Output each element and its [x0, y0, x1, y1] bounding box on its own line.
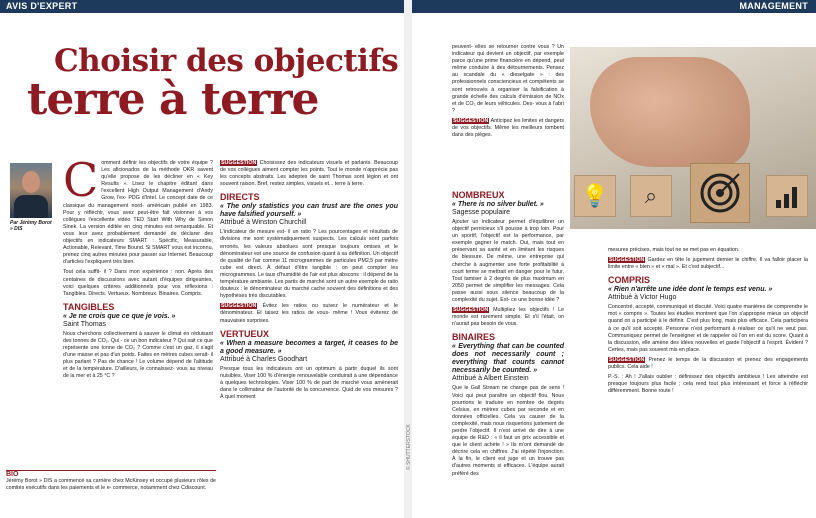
heading-vertueux: VERTUEUX — [220, 328, 270, 339]
quote-compris: « Rien n'arrête une idée dont le temps est venu. » — [608, 286, 773, 294]
section-tag: AVIS D'EXPERT — [6, 1, 78, 11]
cube-bulb — [574, 175, 616, 217]
cube-target — [690, 163, 750, 223]
heading-binaires: BINAIRES — [452, 332, 496, 343]
quote-vertueux: « When a measure becomes a target, it ceases to be a good measure. » — [220, 339, 398, 355]
attrib-tangibles: Saint Thomas — [63, 320, 107, 328]
text-col3-top: peuvent- elles se retourner contre vous ? Un indicateur qui devient un objectif, par exemple parce qu'une prime financière en dépend, peut même conduire à des détournements. Pensez au scandale du « dieselgate » : des professionnels consciencieux et compétents se sont retrouvés à organiser la falsification à grande échelle des calculs d'émission de NOx et de CO₂ de leurs véhicules. Des- vous à l'abri ? — [452, 44, 564, 114]
bio-text: Jérémy Borot » DIS a commencé sa carrière chez McKinsey et occupé plusieurs rôles de comités exécutifs dans les paiements et le e- commerce, notamment chez Cdiscount. — [6, 478, 216, 492]
drop-cap: C — [63, 153, 99, 207]
heading-compris: COMPRIS — [608, 275, 651, 286]
cube-chart — [766, 175, 808, 217]
bulb-icon: 💡 — [581, 183, 609, 208]
author-photo — [10, 163, 52, 218]
quote-nombreux: « There is no silver bullet. » — [452, 201, 544, 208]
intro-paragraph-2: Tout cela suffit- il ? Dans mon expérience : non. Après des centaines de discussions avec autant d'équipes dirigeantes, voici quelques critères additionnels pour vos réflexions : Tangibles. Directs. Vertueux. Nombreux. Binaires. Compris. — [63, 269, 213, 297]
bio-box — [6, 470, 216, 515]
suggestion-5: SUGGESTION Gardez en tête le jugement dernier le chiffre. Il va falloir placer la limite entre « bien » et « mal ». Et c'est subjectif... — [608, 257, 808, 271]
quote-directs: « The only statistics you can trust are the ones you have falsified yourself. » — [220, 203, 398, 219]
attrib-directs: Attribué à Winston Churchill — [220, 219, 307, 227]
hero-image — [570, 47, 816, 229]
suggestion-label: SUGGESTION — [609, 356, 645, 363]
attrib-binaires: Attribué à Albert Einstein — [452, 375, 529, 383]
bio-label: BIO — [6, 471, 19, 478]
attrib-vertueux: Attribué à Charles Goodhart — [220, 355, 308, 363]
quote-binaires: « Everything that can be counted does not necessarily count ; everything that counts cannot necessarily be counted. » — [452, 343, 564, 375]
suggestion-4: SUGGESTION Multipliez les objectifs ! Le monde est rarement simple. Et s'il l'était, on n'aurait pas besoin de vous. — [452, 307, 564, 328]
article-title-line2: terre à terre — [27, 74, 319, 125]
suggestion-label: SUGGESTION — [453, 117, 489, 124]
text-vertueux: Presque tous les indicateurs ont un optimum à partir duquel ils sont nuisibles. Viser 100 % d'énergie renouvelable conduirait à une dépendance à quelques technologies. Viser 100 % de part de marché vous amènerait dans le collimateur de l'autorité de la concurrence. Quid de vos mesures ? À quel moment — [220, 365, 398, 400]
hand-shape — [590, 57, 750, 167]
column-4 — [608, 247, 808, 398]
section-banner-left — [0, 0, 404, 13]
target-icon — [691, 164, 749, 222]
bar-chart-icon — [767, 176, 807, 216]
quote-tangibles: « Je ne crois que ce que je vois. » — [63, 312, 176, 320]
suggestion-label: SUGGESTION — [221, 303, 257, 310]
author-body — [14, 195, 48, 218]
attrib-compris: Attribué à Victor Hugo — [608, 294, 677, 302]
postscript: P.-S. : Ah ! J'allais oublier : définissez des objectifs ambitieux ! Les atteindre est presque toujours plus facile ; cela rend tout plus intéressant et force à réfléchir différemment. Bonne route ! — [608, 374, 808, 395]
column-3 — [452, 44, 564, 142]
column-3-lower — [452, 186, 564, 481]
text-tangibles: Nous cherchons collectivement à sauver le climat en réduisant des tonnes de CO₂. Qui - ce un bon indicateur ? Qui sait ce que représente une tonne de CO₂ ? Comme c'est un gaz, il s'agit d'une masse et pas d'un poids. Faites en mètres cubes serait- il plus parlant ? Pas de chance ! Le volume dépend de l'altitude et de la température. D'ailleurs, le connaissez- vous au niveau de la mer et à 25 °C ? — [63, 330, 213, 380]
section-tag: MANAGEMENT — [739, 1, 808, 11]
suggestion-label: SUGGESTION — [453, 307, 489, 314]
intro-text: omment définir les objectifs de votre équipe ? Les aficionados de la méthode OKR savent qu'elle propose de les décliner en « Key Results ». Lisez le chapitre éditant dans l'excellent High Output Management d'Andy Grow, l'ex- PDG d'Intel. Le concept date de ce classique du management nord- américain publié en 1983. Pour y réfléchir, vous avez peut-être fait visionner à vos collègues l'excellente vidéo TED Start With Why de Simon Sinek. La version éditée en cinq minutes est remarquable. Et vous leur avez probablement demandé de déclarer des objectifs en indicateurs SMART : Spécific, Measurable, Actionable, Relevant, Time Bound. Si SMART vous est inconnu, prenez cinq autres minutes pour passer sur Internet. Beaucoup d'articles l'expliquent très bien. — [63, 160, 213, 266]
intro-paragraph — [63, 153, 213, 266]
heading-nombreux: NOMBREUX — [452, 190, 505, 200]
text-directs: L'indicateur de mesure est- il un ratio ? Les pourcentages et résultats de divisions me sont systématiquement suspects. Les calculs sont parfois erronés, les valeurs absolues sont presque toujours omises et le dénominateur est une source de confusion quant à sa définition. Un objectif de qualité de l'air comme 11 microgrammes de particules PM2,5 par mètre cube est direct. À défaut d'être tangible : on peut compter les microgrammes. Le taux d'humidité de l'air est plus abscons : il dépend de la température ambiante. Les partis de marché sont un autre exemple de ratio douteux : le dénominateur du marché cache souvent des définitions et des hypothèses très discutables. — [220, 229, 398, 300]
section-banner-right — [412, 0, 816, 13]
suggestion-label: SUGGESTION — [221, 160, 257, 166]
text-nombreux: Ajouter un indicateur permet d'équilibrer un objectif pernicieux s'il pousse à trop loin. Pour un sportif, l'objectif est la performance, par exemple gagner le match. Oui, mais tout en préservant sa santé et en limitant les risques de blessure. De même, une entreprise qui cherche à augmenter une forte profitabilité à court terme se mettrait en danger pour le futur. Tout tamiser à 2 degrés de plus maximum en 2050 permet de simplifier les messages. Cela passe aussi sous silence beaucoup de la complexité du sujet. Est- ce une bonne idée ? — [452, 219, 564, 304]
magnifier-icon: ⌕ — [644, 183, 658, 208]
text-compris: Concentré, accepté, communiqué et discuté. Voici quatre manières de comprendre le mot « compris ». Toutes les étudies montrent que l'on s'approprie mieux un objectif quand on a participé à le définir. C'est plus long, mais plus efficace. Cela participera à ce qu'il soit accepté. Personne n'est performant à réaliser ce qu'il ne veut pas. Communiquez permet de l'enseigner et de rappeler où l'on en est du score. Quant à la discussion, elle amène des idées nouvelles et garde l'objectif à l'esprit. Évident ? Certes, mais pas souvent mis en place. — [608, 304, 808, 353]
suggestion-2: SUGGESTION Évitez les ratios ou suivez le numérateur et le dénominateur. Et taisez les ratios de vous- même ! Vous éviterez de mauvaises surprises. — [220, 303, 399, 324]
suggestion-1: SUGGESTION Choisissez des indicateurs visuels et parlants. Beaucoup de vos collègues aiment compter les points. Tout le monde n'apprécie pas les concepts abstraits. Les adeptes de saint Thomas sont légion et ont souvent raison. Bref, restez simples, visuels et... terre à terre. — [220, 160, 398, 188]
article-title-line1: Choisir des objectifs — [54, 43, 399, 79]
photo-credit: © SHUTTERSTOCK — [406, 424, 412, 470]
cube-magnifier — [630, 175, 672, 217]
author-head — [22, 171, 40, 193]
text-binaires: Que le Gall Stream ne change pas de sens ! Voici qui peut paraître un objectif flou. Nous pourrions le traduire en nombre de degrés Celsius, en mètres cubes par seconde et en données officielles. Cela va causer de la complexité, mais nous risquerions justement de perdre l'objectif. Il n'est arrivé de dire à une équipe de R&D : « il faut un prix accessible et que le client achète ! » Ils m'ont demandé de décrire cela en chiffres. J'ai répété l'injonction. À la fin, le client est juge et un trouve pas d'autres moments si efficaces. L'équipe aurait préféré des — [452, 385, 564, 477]
column-2 — [220, 160, 398, 404]
heading-directs: DIRECTS — [220, 192, 260, 203]
column-1 — [63, 153, 213, 383]
suggestion-6: SUGGESTION Prenez le temps de la discussion et prenez des engagements publics. Cela aide ! — [608, 356, 808, 371]
suggestion-label: SUGGESTION — [609, 257, 645, 264]
suggestion-3: SUGGESTION Anticipez les limites et dangers de vos objectifs. Même les meilleurs tombent dans des pièges. — [452, 117, 565, 139]
heading-tangibles: TANGIBLES — [63, 301, 115, 312]
attrib-nombreux: Sagesse populaire — [452, 209, 510, 216]
text-col4-top: mesures précises, mais tout ne se met pas en équation. — [608, 247, 740, 253]
author-caption: Par Jérémy Borot » DIS — [10, 220, 52, 232]
